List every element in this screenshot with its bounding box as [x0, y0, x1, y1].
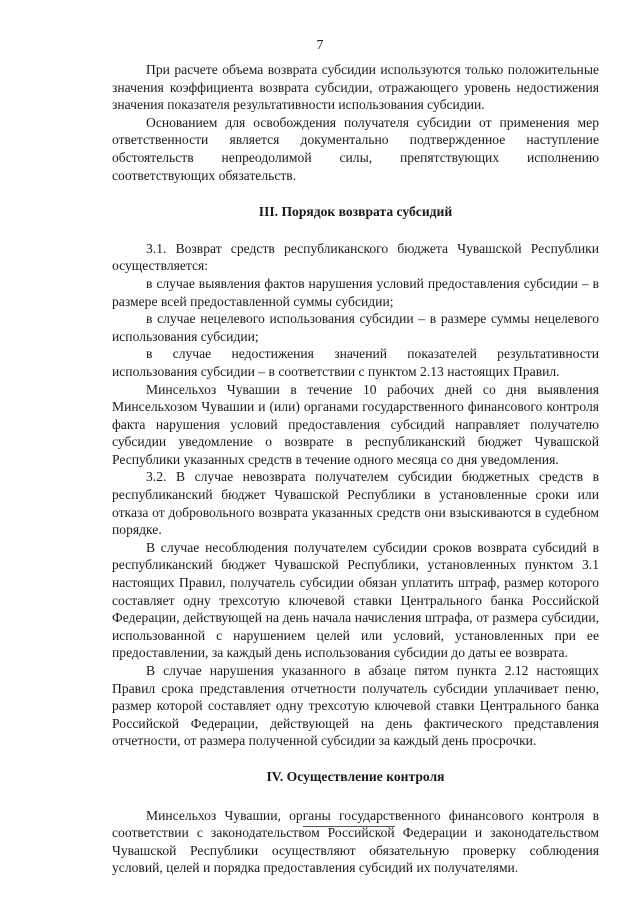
paragraph: 3.2. В случае невозврата получателем субсидии бюджетных средств в республиканский бюджет Чувашской Республики в установленные сроки или отказа от добровольного возврата указанных средств они взыскиваются в судебном порядке.	[112, 469, 599, 538]
page-number: 7	[316, 38, 324, 53]
paragraph: При расчете объема возврата субсидии используются только положительные значения коэффициента возврата субсидии, отражающего уровень недостижения значения показателя результативности использования субсидии.	[112, 62, 599, 113]
paragraph: в случае выявления фактов нарушения условий предоставления субсидии – в размере всей предоставленной суммы субсидии;	[112, 275, 599, 309]
paragraph: в случае нецелевого использования субсидии – в размере суммы нецелевого использования субсидии;	[112, 311, 599, 344]
document-body	[112, 61, 599, 877]
section-heading-4: IV. Осуществление контроля	[266, 768, 445, 784]
section-heading-3: III. Порядок возврата субсидий	[258, 204, 453, 220]
paragraph: Минсельхоз Чувашии, органы государственного финансового контроля в соответствии с законодательством Российской Федерации и законодательством Чувашской Республики осуществляют обязательную проверку соблюдения условий, целей и порядка предоставления субсидий их получателями.	[112, 807, 599, 876]
paragraph: В случае нарушения указанного в абзаце пятом пункта 2.12 настоящих Правил срока представления отчетности получатель субсидии уплачивает пеню, размер которой составляет одну трехсотую ключевой ставки Центрального банка Российской Федерации, действующей на день фактического представления отчетности, от размера полученной субсидии за каждый день просрочки.	[112, 663, 599, 749]
paragraph: Основанием для освобождения получателя субсидии от применения мер ответственности является документально подтвержденное наступление обстоятельств непреодолимой силы, препятствующих исполнению соответствующих обязательств.	[112, 114, 599, 183]
paragraph: Минсельхоз Чувашии в течение 10 рабочих дней со дня выявления Минсельхозом Чувашии и (или) органами государственного финансового контроля факта нарушения условий предоставления субсидий направляет получателю субсидии уведомление о возврате в республиканский бюджет Чувашской Республики указанных средств в течение одного месяца со дня уведомления.	[112, 381, 599, 467]
end-divider	[303, 826, 395, 827]
paragraph: 3.1. Возврат средств республиканского бюджета Чувашской Республики осуществляется:	[112, 240, 599, 274]
paragraph: В случае несоблюдения получателем субсидии сроков возврата субсидий в республиканский бюджет Чувашской Республики, установленных пунктом 3.1 настоящих Правил, получатель субсидии обязан уплатить штраф, размер которого составляет одну трехсотую ключевой ставки Центрального банка Российской Федерации, действующей на день начала начисления штрафа, от размера субсидии, использованной с нарушением целей или условий, установленных при ее предоставлении, за каждый день использования субсидии до даты ее возврата.	[112, 539, 599, 661]
paragraph: в случае недостижения значений показателей результативности использования субсидии – в соответствии с пунктом 2.13 настоящих Правил.	[112, 346, 599, 379]
